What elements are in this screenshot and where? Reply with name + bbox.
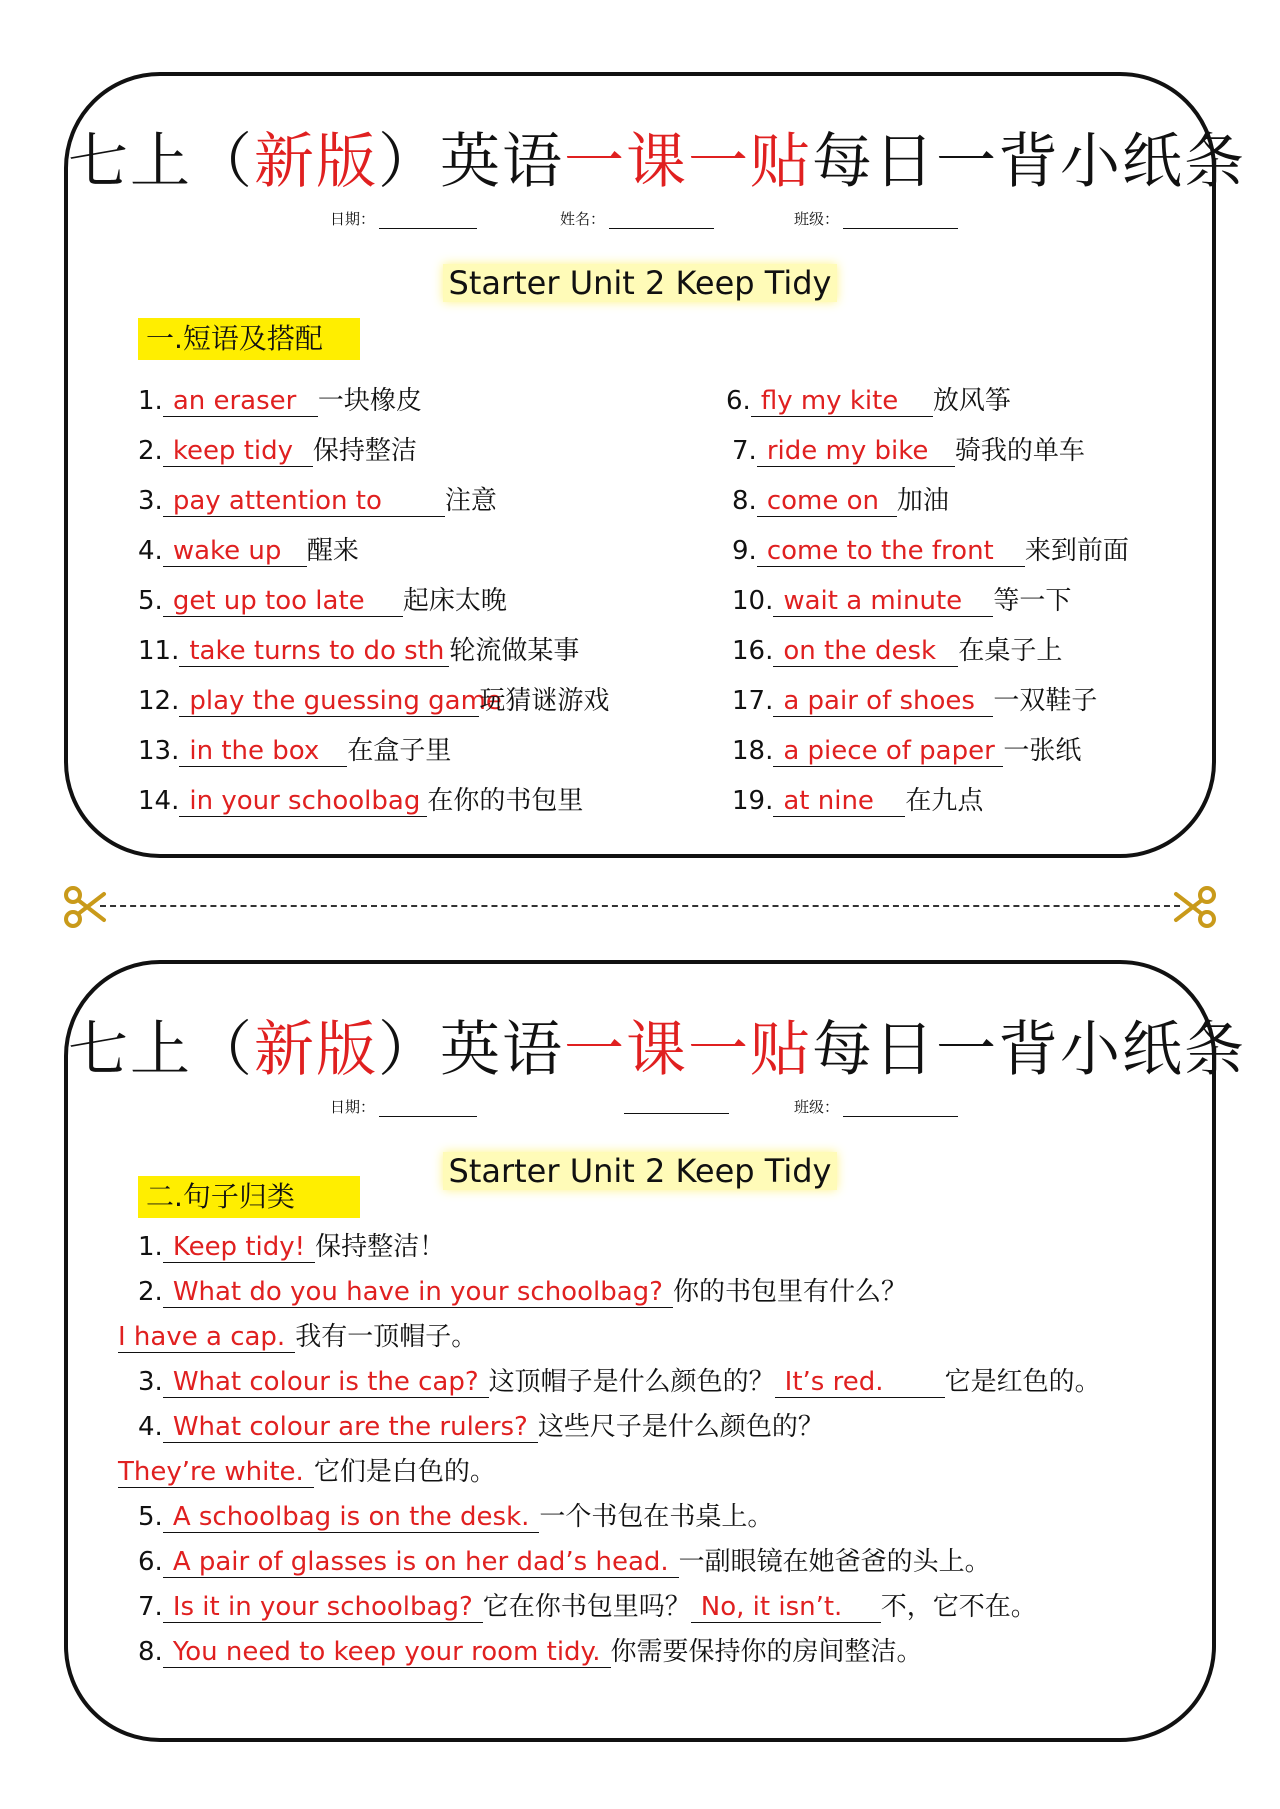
phrase-item — [732, 432, 1085, 470]
section-heading: 二.句子归类 — [138, 1176, 360, 1218]
item-answer: a pair of shoes — [773, 686, 993, 717]
class-blank — [843, 1102, 958, 1117]
item-answer: A schoolbag is on the desk. — [163, 1502, 540, 1533]
item-meaning: 注意 — [444, 486, 497, 516]
item-answer: I have a cap. — [118, 1322, 295, 1353]
item-meaning: 一张纸 — [1003, 736, 1082, 766]
item-answer: on the desk — [773, 636, 958, 667]
item-meaning: 醒来 — [306, 536, 359, 566]
item-number: 4. — [138, 1412, 163, 1442]
item-number: 8. — [138, 1637, 163, 1667]
flashcard-top — [64, 72, 1246, 858]
item-meaning: 等一下 — [993, 586, 1072, 616]
item-answer: play the guessing game — [179, 686, 479, 717]
item-meaning: 来到前面 — [1024, 536, 1129, 566]
item-answer: What do you have in your schoolbag? — [163, 1277, 673, 1308]
item-meaning: 玩猜谜游戏 — [479, 686, 610, 716]
item-number: 7. — [138, 1592, 163, 1622]
item-answer: What colour is the cap? — [163, 1367, 489, 1398]
item-answer: wake up — [163, 536, 307, 567]
item-meaning: 它们是白色的。 — [313, 1457, 496, 1487]
item-meaning: 保持整洁！ — [315, 1232, 446, 1262]
item-number: 6. — [726, 386, 751, 416]
info-fields — [68, 208, 1212, 238]
class-blank — [843, 214, 958, 229]
info-fields — [68, 1096, 1212, 1126]
title-part: 七上（ — [68, 127, 254, 197]
item-number: 9. — [732, 536, 757, 566]
item-answer: A pair of glasses is on her dad’s head. — [163, 1547, 679, 1578]
item-meaning: 在九点 — [905, 786, 984, 816]
item-meaning: 你的书包里有什么？ — [672, 1277, 907, 1307]
title-part: 新版 — [254, 127, 378, 197]
phrase-item — [138, 582, 507, 620]
item-meaning: 一副眼镜在她爸爸的头上。 — [678, 1547, 991, 1577]
item-number: 17. — [732, 686, 774, 716]
sentence-item — [138, 1408, 824, 1446]
scissors-icon — [1172, 884, 1218, 930]
title-part: ）英语 — [378, 127, 564, 197]
item-meaning: 不，它不在。 — [880, 1592, 1037, 1622]
item-number: 11. — [138, 636, 180, 666]
date-blank — [379, 214, 477, 229]
item-meaning: 它是红色的。 — [944, 1367, 1101, 1397]
sentence-item — [138, 1633, 923, 1671]
unit-text: Starter Unit 2 Keep Tidy — [443, 264, 838, 302]
item-meaning: 保持整洁 — [312, 436, 417, 466]
unit-heading — [68, 264, 1212, 302]
page-title — [68, 1002, 1246, 1088]
item-number: 10. — [732, 586, 774, 616]
item-meaning: 你需要保持你的房间整洁。 — [610, 1637, 923, 1667]
class-field — [794, 1096, 958, 1117]
class-label: 班级： — [794, 1098, 840, 1116]
item-number: 19. — [732, 786, 774, 816]
item-number: 18. — [732, 736, 774, 766]
name-field — [560, 208, 714, 229]
sentence-item — [138, 1498, 773, 1536]
item-number: 4. — [138, 536, 163, 566]
phrase-item — [138, 532, 359, 570]
item-number: 6. — [138, 1547, 163, 1577]
phrase-item — [138, 782, 583, 820]
item-meaning: 放风筝 — [932, 386, 1011, 416]
item-meaning: 一个书包在书桌上。 — [539, 1502, 774, 1532]
item-number: 8. — [732, 486, 757, 516]
item-answer: in your schoolbag — [179, 786, 427, 817]
item-answer: wait a minute — [773, 586, 993, 617]
scissors-icon — [62, 884, 108, 930]
item-answer: Is it in your schoolbag? — [163, 1592, 483, 1623]
item-answer: come to the front — [757, 536, 1025, 567]
sentence-item — [138, 1588, 1037, 1626]
title-part: 七上（ — [68, 1015, 254, 1085]
title-part: 每日一背小纸条 — [812, 1015, 1246, 1085]
item-number: 3. — [138, 486, 163, 516]
sentence-item — [138, 1228, 445, 1266]
item-answer: ride my bike — [757, 436, 955, 467]
item-answer: an eraser — [163, 386, 318, 417]
title-part: ）英语 — [378, 1015, 564, 1085]
date-blank — [379, 1102, 477, 1117]
item-answer: pay attention to — [163, 486, 445, 517]
item-answer: a piece of paper — [773, 736, 1003, 767]
item-answer: take turns to do sth — [179, 636, 449, 667]
name-field — [620, 1096, 729, 1114]
item-meaning: 轮流做某事 — [449, 636, 580, 666]
item-answer: What colour are the rulers? — [163, 1412, 538, 1443]
phrase-item — [138, 432, 417, 470]
item-number: 1. — [138, 1232, 163, 1262]
item-number: 16. — [732, 636, 774, 666]
item-meaning: 这顶帽子是什么颜色的？ — [488, 1367, 775, 1397]
sentence-item — [138, 1543, 991, 1581]
page-title — [68, 114, 1246, 200]
item-answer: You need to keep your room tidy. — [163, 1637, 611, 1668]
item-number: 13. — [138, 736, 180, 766]
sentence-item — [138, 1273, 907, 1311]
item-number: 1. — [138, 386, 163, 416]
date-field — [330, 1096, 477, 1117]
item-number: 2. — [138, 436, 163, 466]
item-meaning: 在盒子里 — [347, 736, 452, 766]
title-part: 一课一贴 — [564, 1015, 812, 1085]
class-label: 班级： — [794, 210, 840, 228]
sentence-item — [118, 1318, 477, 1356]
item-answer: in the box — [179, 736, 347, 767]
flashcard-bottom — [64, 960, 1246, 1742]
item-meaning: 起床太晚 — [402, 586, 507, 616]
phrase-item — [726, 382, 1011, 420]
cut-line — [100, 905, 1180, 907]
item-meaning: 骑我的单车 — [954, 436, 1085, 466]
phrase-item — [732, 632, 1062, 670]
phrase-item — [138, 682, 609, 720]
item-meaning: 加油 — [896, 486, 949, 516]
phrase-item — [732, 682, 1097, 720]
phrase-item — [138, 632, 579, 670]
item-answer: No, it isn’t. — [691, 1592, 881, 1623]
date-label: 日期： — [330, 210, 376, 228]
item-meaning: 这些尺子是什么颜色的？ — [537, 1412, 824, 1442]
title-part: 新版 — [254, 1015, 378, 1085]
phrase-item — [732, 532, 1129, 570]
sentence-item — [138, 1363, 1101, 1401]
section-heading: 一.短语及搭配 — [138, 318, 360, 360]
name-blank — [624, 1099, 729, 1114]
phrase-item — [732, 732, 1081, 770]
item-meaning: 在你的书包里 — [427, 786, 584, 816]
item-meaning: 一双鞋子 — [993, 686, 1098, 716]
item-meaning: 它在你书包里吗？ — [482, 1592, 691, 1622]
title-part: 每日一背小纸条 — [812, 127, 1246, 197]
item-number: 14. — [138, 786, 180, 816]
item-number: 3. — [138, 1367, 163, 1397]
sentence-item — [118, 1453, 496, 1491]
phrase-item — [732, 482, 949, 520]
item-meaning: 一块橡皮 — [317, 386, 422, 416]
name-label: 姓名： — [560, 210, 606, 228]
phrase-item — [732, 782, 983, 820]
item-answer: Keep tidy! — [163, 1232, 315, 1263]
item-number: 7. — [732, 436, 757, 466]
item-number: 5. — [138, 1502, 163, 1532]
item-answer: It’s red. — [775, 1367, 945, 1398]
phrase-item — [732, 582, 1071, 620]
item-answer: They’re white. — [118, 1457, 314, 1488]
item-number: 2. — [138, 1277, 163, 1307]
date-field — [330, 208, 477, 229]
item-number: 12. — [138, 686, 180, 716]
phrase-item — [138, 732, 451, 770]
item-answer: come on — [757, 486, 897, 517]
item-answer: at nine — [773, 786, 905, 817]
phrase-item — [138, 382, 422, 420]
item-number: 5. — [138, 586, 163, 616]
item-answer: fly my kite — [751, 386, 933, 417]
name-blank — [609, 214, 714, 229]
item-answer: keep tidy — [163, 436, 313, 467]
title-part: 一课一贴 — [564, 127, 812, 197]
item-meaning: 我有一顶帽子。 — [295, 1322, 478, 1352]
item-meaning: 在桌子上 — [958, 636, 1063, 666]
item-answer: get up too late — [163, 586, 403, 617]
unit-text: Starter Unit 2 Keep Tidy — [443, 1152, 838, 1190]
date-label: 日期： — [330, 1098, 376, 1116]
phrase-item — [138, 482, 497, 520]
class-field — [794, 208, 958, 229]
